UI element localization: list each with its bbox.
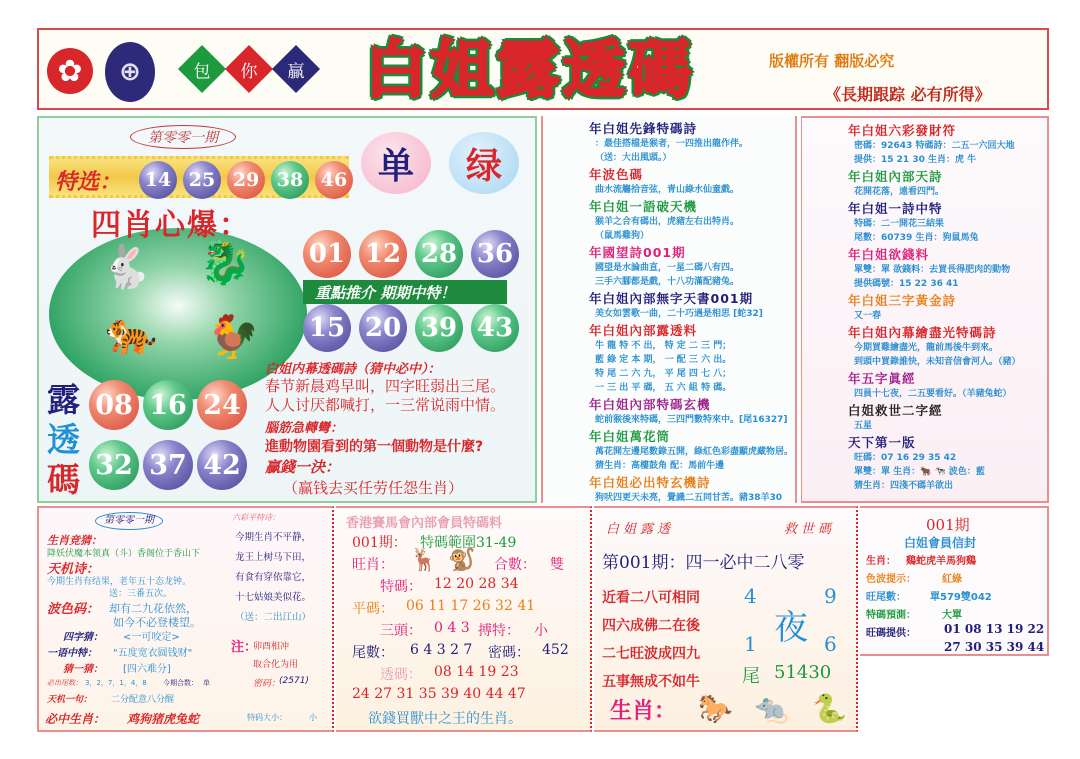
- hk-bauhinia-logo-icon: ✿: [47, 48, 93, 94]
- section-line: 猜生肖：高樓鼓角 配：馬前牛邊: [595, 461, 725, 471]
- four-zodiac-title: 四肖心爆：: [91, 208, 251, 243]
- rescue-poem: 近看二八可相同 四六成佛二在後 二七旺波成四九 五事無成不如牛: [602, 590, 700, 690]
- number-ball: 16: [143, 380, 193, 430]
- slogan-text: 《長期跟踪 必有所得》: [825, 85, 991, 104]
- deer-icon: 🦌: [410, 548, 438, 573]
- section-line: 藍 綠 定 本 期， 一 配 三 六 出。: [595, 355, 732, 365]
- bottom-left-panel: 第零零一期 生肖竞猜： 降妖伏魔本领真（斗）香阁位于香山下 天机诗： 今期生肖有结果，老年五十态龙钟。 送：三番五次。 波色码： 却有二九花依然， 如今不必登楼望。 四字猜： <一可咬定> 一语中特： "五度宽衣圆钱财" 猜一猜： [四六难分] 必出尾数： 3，2，7，1，4，8 今期合数： 单 天机一句： 二分配意八分醒 必中生肖： 鸡狗猪虎兔蛇 特码大小： 小 六彩平特诗： 今期生肖不平静， 龙王上树马下田， 有食有穿依靠它， 十七姑娘美似花。 （送：二出江山） 注： 卯酉相冲 取合化为用 密码： (2571): [37, 506, 334, 732]
- section-title: 年五字眞經: [848, 371, 916, 386]
- section-title: 年白姐必出特玄機詩: [589, 475, 711, 490]
- poem-list: [848, 122, 1048, 494]
- number-ball: 42: [197, 440, 247, 490]
- section-line: 曲水流觴拾音弦，青山綠水仙童戲。: [595, 185, 740, 195]
- section-title: 白姐救世二字經: [848, 403, 943, 418]
- section-line: 單雙：單 欲錢料：去買長得肥肉的動物: [854, 265, 1011, 275]
- panel-heading: 香港賽馬會內部會員特碼料: [346, 516, 503, 531]
- section-title: 年白姐三字黃金詩: [848, 293, 957, 308]
- section-title: 年白姐內部無字天書001期: [589, 291, 754, 306]
- special-pick-label: 特选：: [55, 170, 122, 195]
- section-line: 一 三 出 平 碼， 五 六 組 特 碼。: [595, 383, 732, 393]
- number-ball: 14: [139, 161, 177, 199]
- must-zodiac-value: 鸡狗猪虎兔蛇: [127, 712, 200, 726]
- number-ball: 01: [303, 230, 351, 278]
- section-line: 四員十七夜，二五要看好。（羊豬兔蛇）: [854, 389, 1012, 399]
- number-ball: 36: [471, 230, 519, 278]
- number-ball: 43: [471, 304, 519, 352]
- lu-tou-ma-label: 露 透 碼: [47, 380, 80, 499]
- section-title: 年白姐內部天詩: [848, 169, 943, 184]
- section-line: 到頭中買錄誰快，未知音信會河人。（豬）: [854, 357, 1021, 367]
- section-title: 年白姐一語破天機: [589, 199, 698, 214]
- section-title: 年白姐內部特碼玄機: [589, 397, 711, 412]
- bottom-middle-panel: 香港賽馬會內部會員特碼料 001期： 特碼範圍31-49 旺肖： 🦌 🐒 合數： 雙 特碼： 12 20 28 34 平碼： 06 11 17 26 32 41 三頭： 0 4 3 搏特： 小 尾數： 6 4 3 2 7 密碼： 452 透碼： 08 14 19 23 24 27 31 35 39 40 44 47 欲錢買獸中之王的生肖。: [336, 506, 592, 732]
- special-pick-bar: [49, 156, 349, 198]
- section-line: 猴羊之合有碼出，虎豬左右出特肖。: [595, 217, 740, 227]
- number-ball: 37: [143, 440, 193, 490]
- six-color-poem: 今期生肖不平静， 龙王上树马下田， 有食有穿依靠它， 十七姑娘美似花。 （送：二出江山）: [235, 532, 312, 623]
- section-title: 年國望詩001期: [589, 245, 686, 260]
- jockey-club-logo-icon: ⊕: [105, 42, 155, 102]
- section-line: （送：大出風頭。）: [595, 153, 672, 163]
- number-ball: 29: [227, 161, 265, 199]
- section-line: ：最佳搭檔是猴者，一四推出龍作伴。: [595, 139, 749, 149]
- section-line: 提供碼號：15 22 36 41: [854, 279, 959, 289]
- diamond-bao: 包: [178, 45, 226, 93]
- odd-badge: 单: [361, 132, 431, 194]
- top-middle-panel: [541, 116, 797, 503]
- section-line: 三手六腳都是戲，十八功滿配豬兔。: [595, 277, 740, 287]
- section-title: 年白姐六彩發財符: [848, 123, 957, 138]
- bottom-right-panel: 001期 白姐會員信封 生肖： 鷄蛇虎羊馬狗鷄 色波提示： 紅綠 旺尾數： 單579雙042 特碼預測： 大單 旺碼提供： 01 08 13 19 22 27 30 35 39 44: [860, 506, 1049, 656]
- number-ball: 38: [271, 161, 309, 199]
- section-line: （鼠馬雞狗）: [595, 231, 650, 241]
- number-ball: 08: [89, 380, 139, 430]
- top-left-panel: [37, 116, 537, 503]
- number-ball: 46: [315, 161, 353, 199]
- page-title: 白姐露透碼: [365, 33, 696, 106]
- insider-poem: 白姐内幕透碼詩（猜中必中）： 春节新晨鸡早叫，四字旺弱出三尾。 人人讨厌都喊打，一三常说雨中情。 腦筋急轉彎： 進動物園看到的第一個動物是什麼? 贏錢一決： （赢钱去买任劳任怨生肖）: [265, 362, 506, 497]
- section-line: 狗吠四更天未亮，覺識二五同甘苦。豬38羊30: [595, 493, 783, 503]
- issue-label: 第零零一期: [130, 125, 236, 149]
- section-line: 五星: [854, 421, 873, 431]
- issue-line: 第001期：四一必中二八零: [602, 553, 805, 573]
- section-title: 年白姐萬花筒: [589, 429, 671, 444]
- dragon-icon: 🐉: [199, 238, 252, 287]
- green-badge: 绿: [449, 132, 519, 194]
- section-line: 美女如雲歌一曲，二十巧遇是相思 [蛇32]: [595, 309, 763, 319]
- number-ball: 28: [415, 230, 463, 278]
- number-ball: 15: [303, 304, 351, 352]
- section-title: 年白姐一詩中特: [848, 201, 943, 216]
- section-line: 特 尾 二 六 九， 平 尾 四 七 八；: [595, 369, 732, 379]
- section-title: 年波色碼: [589, 167, 644, 182]
- section-line: 尾數：60739 生肖：狗鼠馬兔: [854, 233, 979, 243]
- number-ball: 24: [197, 380, 247, 430]
- must-zodiac-label: 必中生肖：: [45, 712, 106, 726]
- section-line: 牛 龍 特 不 出， 特 定 二 三 門；: [595, 341, 732, 351]
- rooster-icon: 🐓: [207, 312, 260, 361]
- snake-icon: 🐍: [812, 692, 847, 725]
- monkey-icon: 🐒: [448, 548, 476, 573]
- rat-icon: 🐀: [754, 692, 789, 725]
- section-line: 旺碼：07 16 29 35 42: [854, 453, 957, 463]
- number-ball: 25: [183, 161, 221, 199]
- section-title: 年白姐內部露透料: [589, 323, 698, 338]
- issue-label: 第零零一期: [95, 512, 163, 530]
- section-line: 特碼：二一開花三結果: [854, 219, 945, 229]
- poem-list: [589, 120, 797, 506]
- number-ball: 39: [415, 304, 463, 352]
- section-title: 年白姐先鋒特碼詩: [589, 121, 698, 136]
- section-line: 花開花落，遠看四門。: [854, 187, 945, 197]
- number-ball: 12: [359, 230, 407, 278]
- copyright-text: 版權所有 翻版必究: [769, 52, 895, 70]
- section-line: 今期買雞繪盡光，龍前馬後牛到來。: [854, 343, 999, 353]
- diamond-ying: 贏: [272, 45, 320, 93]
- section-line: 又一春: [854, 311, 882, 321]
- header-banner: [37, 28, 1049, 110]
- night-char: 夜: [774, 608, 808, 648]
- section-title: 年白姐內幕繪盡光特碼詩: [848, 325, 997, 340]
- section-title: 天下第一版: [848, 435, 916, 450]
- section-line: 單雙：單 生肖：🐂 🐄 波色：藍: [854, 467, 985, 477]
- section-line: 蛇前猴後來特碼，三四門數特來中。[尾16327]: [595, 415, 788, 425]
- recommend-strip: 重點推介 期期中特！: [303, 280, 507, 304]
- horse-icon: 🐎: [698, 692, 733, 725]
- number-ball: 20: [359, 304, 407, 352]
- rabbit-icon: 🐇: [99, 242, 152, 291]
- section-line: 國望是水論曲直，一星二碼八有四。: [595, 263, 740, 273]
- top-right-panel: [801, 116, 1049, 503]
- diamond-ni: 你: [225, 45, 273, 93]
- section-title: 年白姐欲錢料: [848, 247, 930, 262]
- section-line: 密碼：92643 特碼詩：二五一六回大地: [854, 141, 1015, 151]
- bottom-center-panel: 白姐露透 救世碼 第001期：四一必中二八零 近看二八可相同 四六成佛二在後 二七旺波成四九 五事無成不如牛 4 9 夜 1 6 尾 51430 生肖： 🐎 🐀 🐍: [594, 506, 858, 732]
- section-line: 猜生肖：四淺不碼羊欲出: [854, 481, 954, 491]
- tiger-icon: 🐅: [105, 308, 158, 357]
- number-ball: 32: [89, 440, 139, 490]
- section-line: 萬花開左邊尾數錄五開，綠紅色彩盡顯虎藏物居。: [595, 447, 794, 457]
- section-line: 提供：15 21 30 生肖：虎 牛: [854, 155, 977, 165]
